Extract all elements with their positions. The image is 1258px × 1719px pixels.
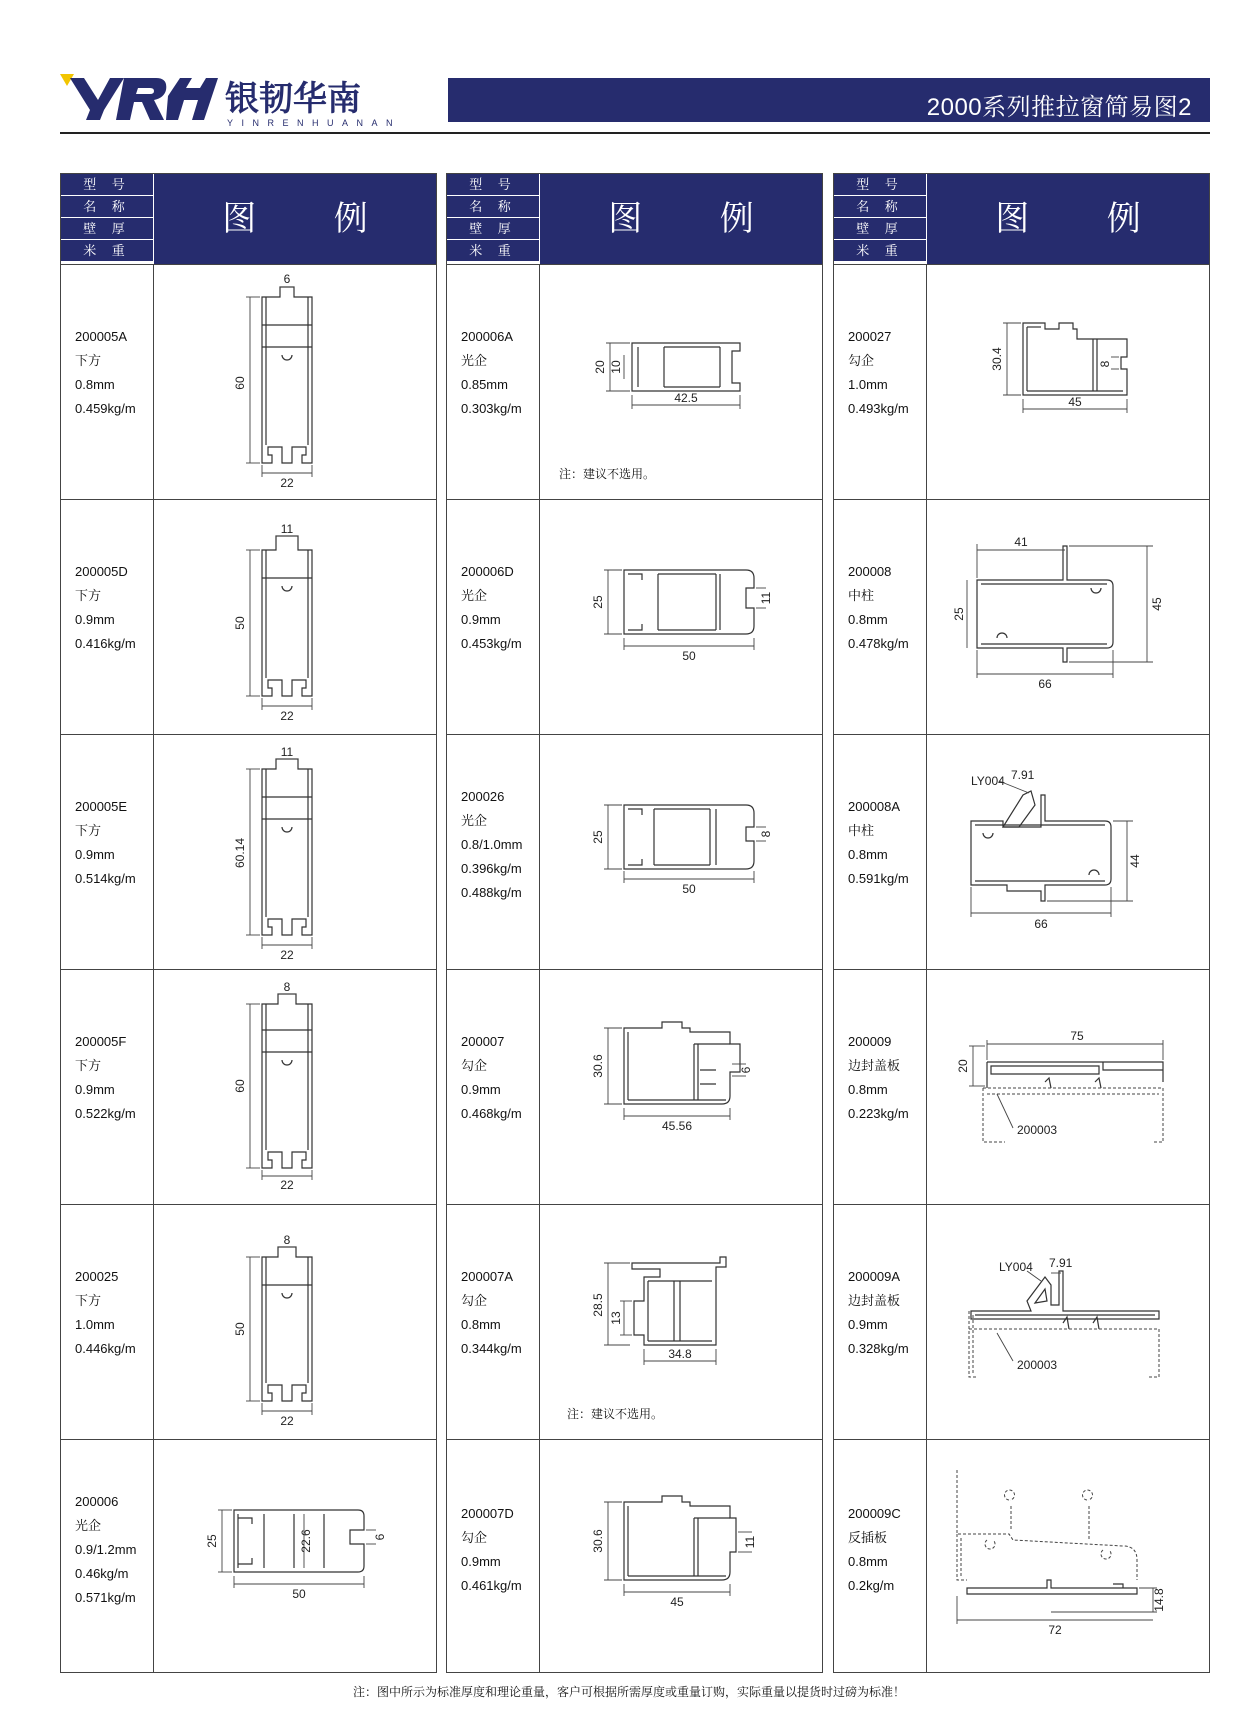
dimension-label: 60.14 [233, 837, 247, 869]
table-row [447, 264, 822, 499]
profile-name: 光企 [75, 1518, 102, 1533]
label-name: 名 称 [447, 196, 539, 218]
profile-drawing [927, 1440, 1209, 1673]
profile-info [461, 560, 539, 656]
dimension-label: 8 [1098, 360, 1112, 368]
profile-weight: 0.453kg/m [461, 636, 522, 651]
dimension-label: 8 [283, 980, 291, 994]
profile-info [848, 1502, 926, 1598]
dimension-label: 11 [743, 1535, 757, 1549]
dimension-label: 10 [609, 360, 623, 374]
profile-name: 光企 [461, 588, 488, 603]
profile-info [75, 1490, 153, 1610]
profile-id: 200008 [848, 564, 892, 579]
dimension-label: 50 [682, 882, 696, 896]
profile-weight: 0.493kg/m [848, 401, 909, 416]
profile-weight: 0.2kg/m [848, 1578, 895, 1593]
dimension-label: 20 [956, 1059, 970, 1073]
row-note: 注：建议不选用。 [559, 467, 656, 481]
profile-weight: 0.514kg/m [75, 871, 136, 886]
table-row [61, 969, 436, 1204]
profile-id: 200006 [75, 1494, 119, 1509]
dimension-label: 45.56 [661, 1119, 693, 1133]
dimension-label: 25 [591, 595, 605, 609]
dimension-label: 22 [280, 709, 294, 723]
dimension-label: 8 [759, 830, 773, 838]
table-row [61, 499, 436, 734]
profile-name: 勾企 [461, 1530, 488, 1545]
dimension-label: 30.4 [990, 347, 1004, 371]
profile-drawing [540, 970, 822, 1203]
table-row [834, 1439, 1209, 1672]
dimension-label: 30.6 [591, 1054, 605, 1078]
profile-drawing [154, 500, 436, 733]
dimension-label: 6 [373, 1533, 387, 1541]
profile-drawing [154, 1440, 436, 1673]
profile-drawing [540, 735, 822, 968]
label-weight: 米 重 [61, 240, 153, 262]
profile-weight-alt: 0.571kg/m [75, 1590, 136, 1605]
profile-name: 下方 [75, 353, 102, 368]
profile-weight: 0.446kg/m [75, 1341, 136, 1356]
profile-wall: 0.9mm [461, 1554, 501, 1569]
dimension-label: 44 [1128, 854, 1142, 868]
table-row [834, 734, 1209, 969]
dimension-label: 22 [280, 1414, 294, 1428]
title-bar [448, 78, 1210, 122]
label-wall: 壁 厚 [61, 218, 153, 240]
profile-drawing [154, 1205, 436, 1438]
profile-name: 下方 [75, 823, 102, 838]
svg-text:YINRENHUANAN: YINRENHUANAN [227, 118, 402, 128]
profile-name: 光企 [461, 353, 488, 368]
profile-table-2 [446, 173, 823, 1673]
profile-table-3 [833, 173, 1210, 1673]
profile-wall: 0.8mm [848, 1082, 888, 1097]
profile-wall: 0.9mm [461, 1082, 501, 1097]
dimension-label: 6 [739, 1066, 753, 1074]
profile-info [75, 560, 153, 656]
dimension-label: 45 [1150, 597, 1164, 611]
profile-name: 勾企 [848, 353, 875, 368]
label-name: 名 称 [834, 196, 926, 218]
dimension-label: 34.8 [668, 1347, 692, 1361]
dimension-label: 30.6 [591, 1529, 605, 1553]
dimension-label: 66 [1038, 677, 1052, 691]
profile-info [848, 560, 926, 656]
profile-weight: 0.303kg/m [461, 401, 522, 416]
dimension-label: LY004 [971, 774, 1005, 788]
dimension-label: 14.8 [1152, 1588, 1166, 1612]
page-title: 2000系列推拉窗简易图2 [926, 94, 1192, 121]
profile-id: 200025 [75, 1269, 119, 1284]
profile-name: 下方 [75, 588, 102, 603]
table-row [834, 264, 1209, 499]
table-row [447, 969, 822, 1204]
profile-drawing [540, 265, 822, 498]
profile-weight: 0.461kg/m [461, 1578, 522, 1593]
dimension-label: 72 [1048, 1623, 1062, 1637]
profile-name: 反插板 [848, 1530, 888, 1545]
profile-drawing [927, 265, 1209, 498]
profile-weight: 0.459kg/m [75, 401, 136, 416]
profile-info [461, 785, 539, 905]
profile-info [75, 795, 153, 891]
profile-wall: 0.9/1.2mm [75, 1542, 137, 1557]
profile-id: 200005E [75, 799, 128, 814]
profile-drawing [927, 970, 1209, 1203]
row-note: 注：建议不选用。 [567, 1407, 664, 1421]
profile-weight: 0.223kg/m [848, 1106, 909, 1121]
profile-id: 200008A [848, 799, 901, 814]
profile-weight: 0.46kg/m [75, 1566, 129, 1581]
profile-info [461, 1030, 539, 1126]
table-row [447, 499, 822, 734]
table-row [834, 1204, 1209, 1439]
dimension-label: 45 [1068, 395, 1082, 409]
dimension-label: 25 [952, 607, 966, 621]
label-weight: 米 重 [447, 240, 539, 262]
profile-info [848, 325, 926, 421]
profile-weight-alt: 0.488kg/m [461, 885, 522, 900]
dimension-label: 200003 [1017, 1123, 1058, 1137]
profile-drawing [540, 500, 822, 733]
profile-weight: 0.328kg/m [848, 1341, 909, 1356]
profile-info [461, 1265, 539, 1361]
profile-drawing [540, 1440, 822, 1673]
profile-wall: 0.8/1.0mm [461, 837, 523, 852]
dimension-label: 50 [233, 1322, 247, 1336]
table-row [61, 1204, 436, 1439]
profile-wall: 0.8mm [461, 1317, 501, 1332]
dimension-label: 7.91 [1011, 768, 1035, 782]
profile-drawing [154, 735, 436, 968]
dimension-label: 20 [593, 360, 607, 374]
profile-id: 200005A [75, 329, 128, 344]
profile-id: 200007D [461, 1506, 514, 1521]
table-row [61, 1439, 436, 1672]
profile-info [75, 1265, 153, 1361]
dimension-label: 200003 [1017, 1358, 1058, 1372]
dimension-label: 22 [280, 476, 294, 490]
profile-id: 200026 [461, 789, 505, 804]
table-row [447, 1439, 822, 1672]
profile-name: 下方 [75, 1293, 102, 1308]
dimension-label: 28.5 [591, 1293, 605, 1317]
table-row [447, 1204, 822, 1439]
dimension-label: 75 [1070, 1029, 1084, 1043]
header-divider [60, 132, 1210, 134]
profile-id: 200006A [461, 329, 514, 344]
label-model: 型 号 [61, 174, 153, 196]
profile-wall: 0.8mm [75, 377, 115, 392]
profile-drawing [927, 1205, 1209, 1438]
profile-wall: 0.9mm [461, 612, 501, 627]
label-model: 型 号 [834, 174, 926, 196]
profile-name: 边封盖板 [848, 1293, 901, 1308]
profile-id: 200027 [848, 329, 892, 344]
svg-text:银韧华南: 银韧华南 [225, 80, 361, 118]
profile-wall: 0.9mm [848, 1317, 888, 1332]
profile-id: 200006D [461, 564, 514, 579]
dimension-label: 60 [233, 1079, 247, 1093]
dimension-label: 50 [233, 616, 247, 630]
profile-id: 200007 [461, 1034, 505, 1049]
profile-wall: 0.8mm [848, 1554, 888, 1569]
profile-wall: 1.0mm [848, 377, 888, 392]
profile-name: 光企 [461, 813, 488, 828]
dimension-label: 42.5 [674, 391, 698, 405]
dimension-label: 60 [233, 376, 247, 390]
profile-weight: 0.591kg/m [848, 871, 909, 886]
dimension-label: 22.6 [299, 1529, 313, 1553]
profile-name: 中柱 [848, 588, 875, 603]
legend-header: 图 例 [154, 174, 436, 264]
profile-info [848, 1030, 926, 1126]
footer-note: 注：图中所示为标准厚度和理论重量，客户可根据所需厚度或重量订购，实际重量以提货时过磅为标准！ [352, 1685, 905, 1699]
label-wall: 壁 厚 [447, 218, 539, 240]
profile-table-1 [60, 173, 437, 1673]
profile-name: 中柱 [848, 823, 875, 838]
profile-weight: 0.478kg/m [848, 636, 909, 651]
dimension-label: 25 [205, 1534, 219, 1548]
dimension-label: 11 [280, 745, 294, 759]
dimension-label: 22 [280, 1178, 294, 1192]
dimension-label: 50 [292, 1587, 306, 1601]
profile-wall: 0.8mm [848, 612, 888, 627]
dimension-label: 8 [283, 1233, 291, 1247]
profile-weight: 0.396kg/m [461, 861, 522, 876]
profile-wall: 0.9mm [75, 1082, 115, 1097]
profile-drawing [540, 1205, 822, 1438]
legend-header: 图 例 [927, 174, 1209, 264]
page-header [0, 0, 1258, 140]
table-row [834, 969, 1209, 1204]
profile-name: 边封盖板 [848, 1058, 901, 1073]
profile-info [848, 795, 926, 891]
profile-weight: 0.416kg/m [75, 636, 136, 651]
table-row [61, 264, 436, 499]
profile-info [461, 325, 539, 421]
table-row [834, 499, 1209, 734]
table-row [447, 734, 822, 969]
profile-drawing [927, 500, 1209, 733]
dimension-label: LY004 [999, 1260, 1033, 1274]
dimension-label: 11 [280, 522, 294, 536]
label-model: 型 号 [447, 174, 539, 196]
dimension-label: 41 [1014, 535, 1028, 549]
profile-name: 勾企 [461, 1293, 488, 1308]
profile-id: 200007A [461, 1269, 514, 1284]
profile-id: 200005F [75, 1034, 127, 1049]
dimension-label: 50 [682, 649, 696, 663]
profile-name: 下方 [75, 1058, 102, 1073]
profile-id: 200009C [848, 1506, 901, 1521]
profile-wall: 1.0mm [75, 1317, 115, 1332]
profile-weight: 0.344kg/m [461, 1341, 522, 1356]
profile-drawing [154, 265, 436, 498]
profile-info [461, 1502, 539, 1598]
profile-wall: 0.85mm [461, 377, 508, 392]
profile-id: 200009 [848, 1034, 892, 1049]
table-row [61, 734, 436, 969]
dimension-label: 13 [609, 1311, 623, 1325]
profile-id: 200005D [75, 564, 128, 579]
dimension-label: 11 [759, 591, 773, 605]
dimension-label: 25 [591, 830, 605, 844]
profile-weight: 0.468kg/m [461, 1106, 522, 1121]
profile-drawing [927, 735, 1209, 968]
profile-info [75, 1030, 153, 1126]
profile-wall: 0.8mm [848, 847, 888, 862]
dimension-label: 45 [670, 1595, 684, 1609]
dimension-label: 66 [1034, 917, 1048, 931]
company-logo [60, 74, 440, 128]
profile-drawing [154, 970, 436, 1203]
profile-wall: 0.9mm [75, 612, 115, 627]
profile-wall: 0.9mm [75, 847, 115, 862]
dimension-label: 6 [283, 272, 291, 286]
profile-info [848, 1265, 926, 1361]
profile-weight: 0.522kg/m [75, 1106, 136, 1121]
label-weight: 米 重 [834, 240, 926, 262]
dimension-label: 7.91 [1049, 1256, 1073, 1270]
profile-name: 勾企 [461, 1058, 488, 1073]
dimension-label: 22 [280, 948, 294, 962]
legend-header: 图 例 [540, 174, 822, 264]
label-wall: 壁 厚 [834, 218, 926, 240]
label-name: 名 称 [61, 196, 153, 218]
profile-info [75, 325, 153, 421]
profile-id: 200009A [848, 1269, 901, 1284]
